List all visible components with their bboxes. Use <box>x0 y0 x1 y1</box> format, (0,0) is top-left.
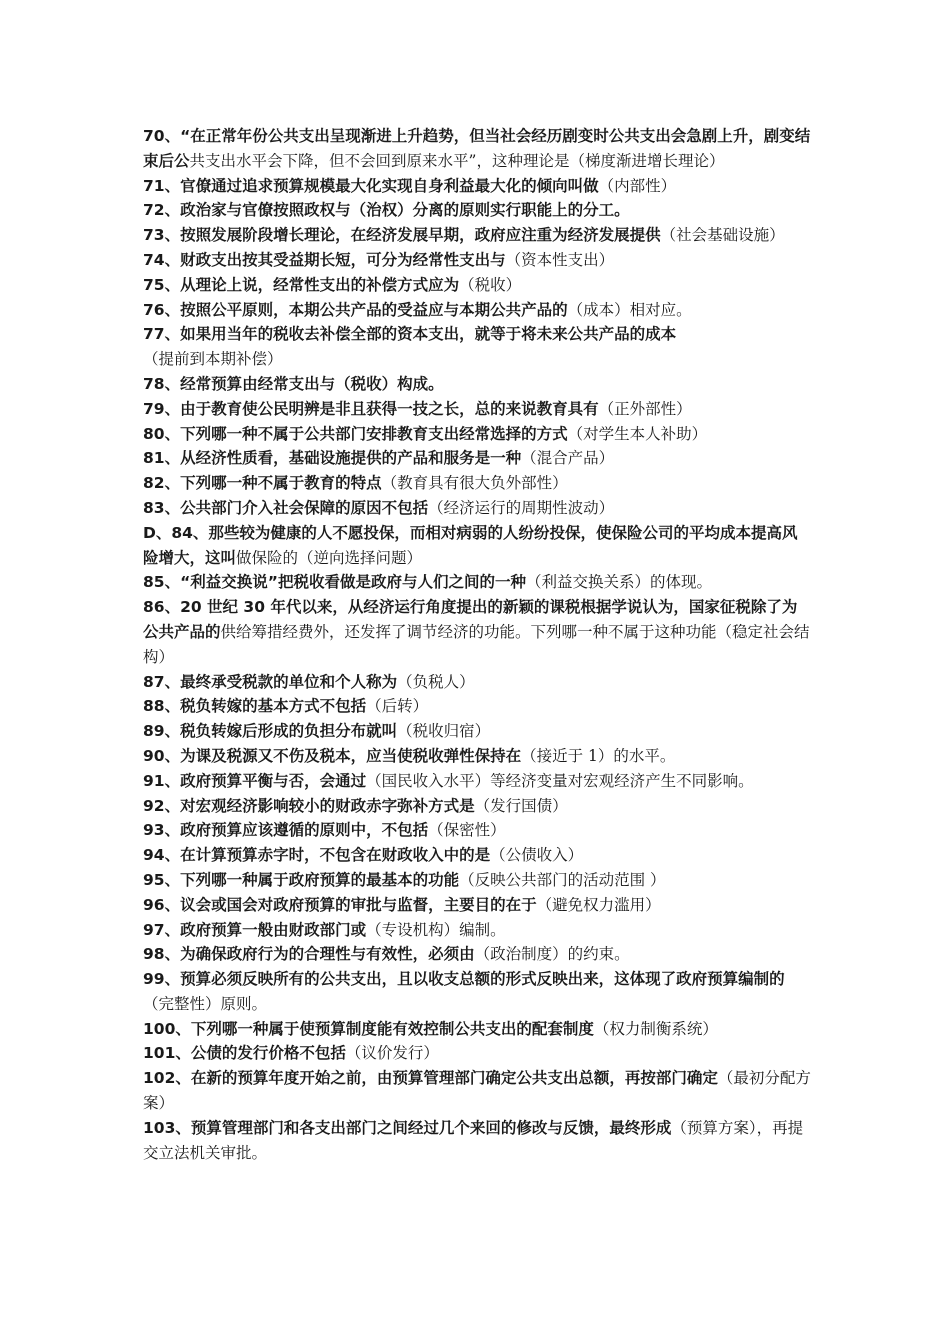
question-text: 79、由于教育使公民明辨是非且获得一技之长，总的来说教育具有 <box>143 399 599 418</box>
answer-text: （内部性） <box>598 176 677 195</box>
answer-text: （后转） <box>366 697 429 716</box>
question-93 <box>143 818 811 843</box>
question-87 <box>143 670 811 695</box>
question-86 <box>143 595 811 669</box>
answer-text: （完整性）原则。 <box>143 994 268 1013</box>
question-98 <box>143 942 811 967</box>
answer-text: （经济运行的周期性波动） <box>428 498 615 517</box>
answer-text: （税收） <box>459 275 522 294</box>
answer-text: （预算方案），再提交立法机关审批。 <box>143 1118 804 1162</box>
question-81 <box>143 446 811 471</box>
question-85 <box>143 570 811 595</box>
question-96 <box>143 893 811 918</box>
question-100 <box>143 1017 811 1042</box>
question-80 <box>143 422 811 447</box>
answer-text: （负税人） <box>397 672 475 691</box>
question-91 <box>143 769 811 794</box>
answer-text: （教育具有很大负外部性） <box>381 474 568 493</box>
question-82 <box>143 471 811 496</box>
question-74 <box>143 248 811 273</box>
answer-text: （混合产品） <box>521 449 615 468</box>
answer-text: （国民收入水平）等经济变量对宏观经济产生不同影响。 <box>366 771 754 790</box>
answer-text: （政治制度）的约束。 <box>474 945 630 964</box>
answer-text: （正外部性） <box>598 399 692 418</box>
answer-text: （反映公共部门的活动范围 ） <box>459 870 666 889</box>
question-text: 94、在计算预算赤字时，不包含在财政收入中的是 <box>143 846 491 865</box>
question-text: 90、为课及税源又不伤及税本，应当使税收弹性保持在 <box>143 746 522 765</box>
question-102 <box>143 1066 811 1116</box>
answer-text: （保密性） <box>428 821 506 840</box>
answer-text: （对学生本人补助） <box>567 424 708 443</box>
answer-text: （社会基础设施） <box>660 226 785 245</box>
answer-text: （发行国债） <box>474 796 568 815</box>
document-page <box>143 124 811 1165</box>
question-text: 70、“在正常年份公共支出呈现渐进上升趋势，但当社会经历剧变时公共支出会急剧上升，剧变结束后公 <box>143 127 811 170</box>
question-text: 97、政府预算一般由财政部门或 <box>143 920 367 939</box>
question-71 <box>143 174 811 199</box>
answer-text: （议价发行） <box>345 1044 439 1063</box>
question-72 <box>143 198 811 223</box>
question-text: 74、财政支出按其受益期长短，可分为经常性支出与 <box>143 250 506 269</box>
question-text: 85、“利益交换说”把税收看做是政府与人们之间的一种 <box>143 573 526 592</box>
question-text: 100、下列哪一种属于使预算制度能有效控制公共支出的配套制度 <box>143 1019 594 1038</box>
question-text: 87、最终承受税款的单位和个人称为 <box>143 672 398 691</box>
question-text: 77、如果用当年的税收去补偿全部的资本支出，就等于将未来公共产品的成本 <box>143 325 677 344</box>
question-text: D、84、那些较为健康的人不愿投保，而相对病弱的人纷纷投保，使保险公司的平均成本提高风险增大，这叫 <box>143 523 798 567</box>
question-97 <box>143 918 811 943</box>
answer-text: （税收归宿） <box>397 722 491 741</box>
question-text: 96、议会或国会对政府预算的审批与监督，主要目的在于 <box>143 895 537 914</box>
answer-text: （接近于 1）的水平。 <box>521 746 676 765</box>
question-70 <box>143 124 811 174</box>
question-75 <box>143 273 811 298</box>
question-text: 78、经常预算由经常支出与（税收）构成。 <box>143 374 444 393</box>
question-78 <box>143 372 811 397</box>
question-text: 73、按照发展阶段增长理论，在经济发展早期，政府应注重为经济发展提供 <box>143 226 661 245</box>
question-text: 89、税负转嫁后形成的负担分布就叫 <box>143 722 398 741</box>
question-text: 91、政府预算平衡与否，会通过 <box>143 771 367 790</box>
question-text: 93、政府预算应该遵循的原则中，不包括 <box>143 821 429 840</box>
question-text: 75、从理论上说，经常性支出的补偿方式应为 <box>143 275 460 294</box>
question-text: 86、20 世纪 30 年代以来，从经济运行角度提出的新颖的课税根据学说认为，国家征税除了为公共产品的 <box>143 598 798 641</box>
question-text: 95、下列哪一种属于政府预算的最基本的功能 <box>143 870 460 889</box>
question-76 <box>143 298 811 323</box>
question-text: 82、下列哪一种不属于教育的特点 <box>143 474 382 493</box>
question-text: 81、从经济性质看，基础设施提供的产品和服务是一种 <box>143 449 522 468</box>
question-text: 101、公债的发行价格不包括 <box>143 1044 346 1063</box>
answer-text: （公债收入） <box>490 846 584 865</box>
question-text: 76、按照公平原则，本期公共产品的受益应与本期公共产品的 <box>143 300 568 319</box>
question-103 <box>143 1116 811 1166</box>
answer-text: （成本）相对应。 <box>567 300 692 319</box>
answer-text: （资本性支出） <box>505 250 615 269</box>
question-77 <box>143 322 811 372</box>
question-84 <box>143 521 811 571</box>
question-99 <box>143 967 811 1017</box>
question-94 <box>143 843 811 868</box>
question-95 <box>143 868 811 893</box>
answer-text: 供给筹措经费外，还发挥了调节经济的功能。下列哪一种不属于这种功能（稳定社会结构） <box>143 622 810 666</box>
question-text: 80、下列哪一种不属于公共部门安排教育支出经常选择的方式 <box>143 424 568 443</box>
answer-text: （避免权力滥用） <box>536 895 661 914</box>
question-89 <box>143 719 811 744</box>
question-88 <box>143 694 811 719</box>
answer-text: （利益交换关系）的体现。 <box>525 573 712 592</box>
question-text: 88、税负转嫁的基本方式不包括 <box>143 697 367 716</box>
question-text: 102、在新的预算年度开始之前，由预算管理部门确定公共支出总额，再按部门确定 <box>143 1069 718 1088</box>
question-101 <box>143 1041 811 1066</box>
question-79 <box>143 397 811 422</box>
question-text: 92、对宏观经济影响较小的财政赤字弥补方式是 <box>143 796 475 815</box>
answer-text: （最初分配方案） <box>143 1069 811 1113</box>
question-92 <box>143 794 811 819</box>
answer-text: 共支出水平会下降，但不会回到原来水平”，这种理论是（梯度渐进增长理论） <box>189 151 725 170</box>
question-text: 83、公共部门介入社会保障的原因不包括 <box>143 498 429 517</box>
question-text: 98、为确保政府行为的合理性与有效性，必须由 <box>143 945 475 964</box>
answer-text: （权力制衡系统） <box>593 1019 718 1038</box>
answer-text: （专设机构）编制。 <box>366 920 506 939</box>
question-90 <box>143 744 811 769</box>
question-83 <box>143 496 811 521</box>
answer-text: （提前到本期补偿） <box>143 350 283 369</box>
answer-text: 做保险的（逆向选择问题） <box>236 548 423 567</box>
question-text: 71、官僚通过追求预算规模最大化实现自身利益最大化的倾向叫做 <box>143 176 599 195</box>
question-text: 99、预算必须反映所有的公共支出，且以收支总额的形式反映出来，这体现了政府预算编制的 <box>143 970 785 989</box>
question-text: 72、政治家与官僚按照政权与（治权）分离的原则实行职能上的分工。 <box>143 201 630 220</box>
question-text: 103、预算管理部门和各支出部门之间经过几个来回的修改与反馈，最终形成 <box>143 1118 672 1137</box>
question-73 <box>143 223 811 248</box>
